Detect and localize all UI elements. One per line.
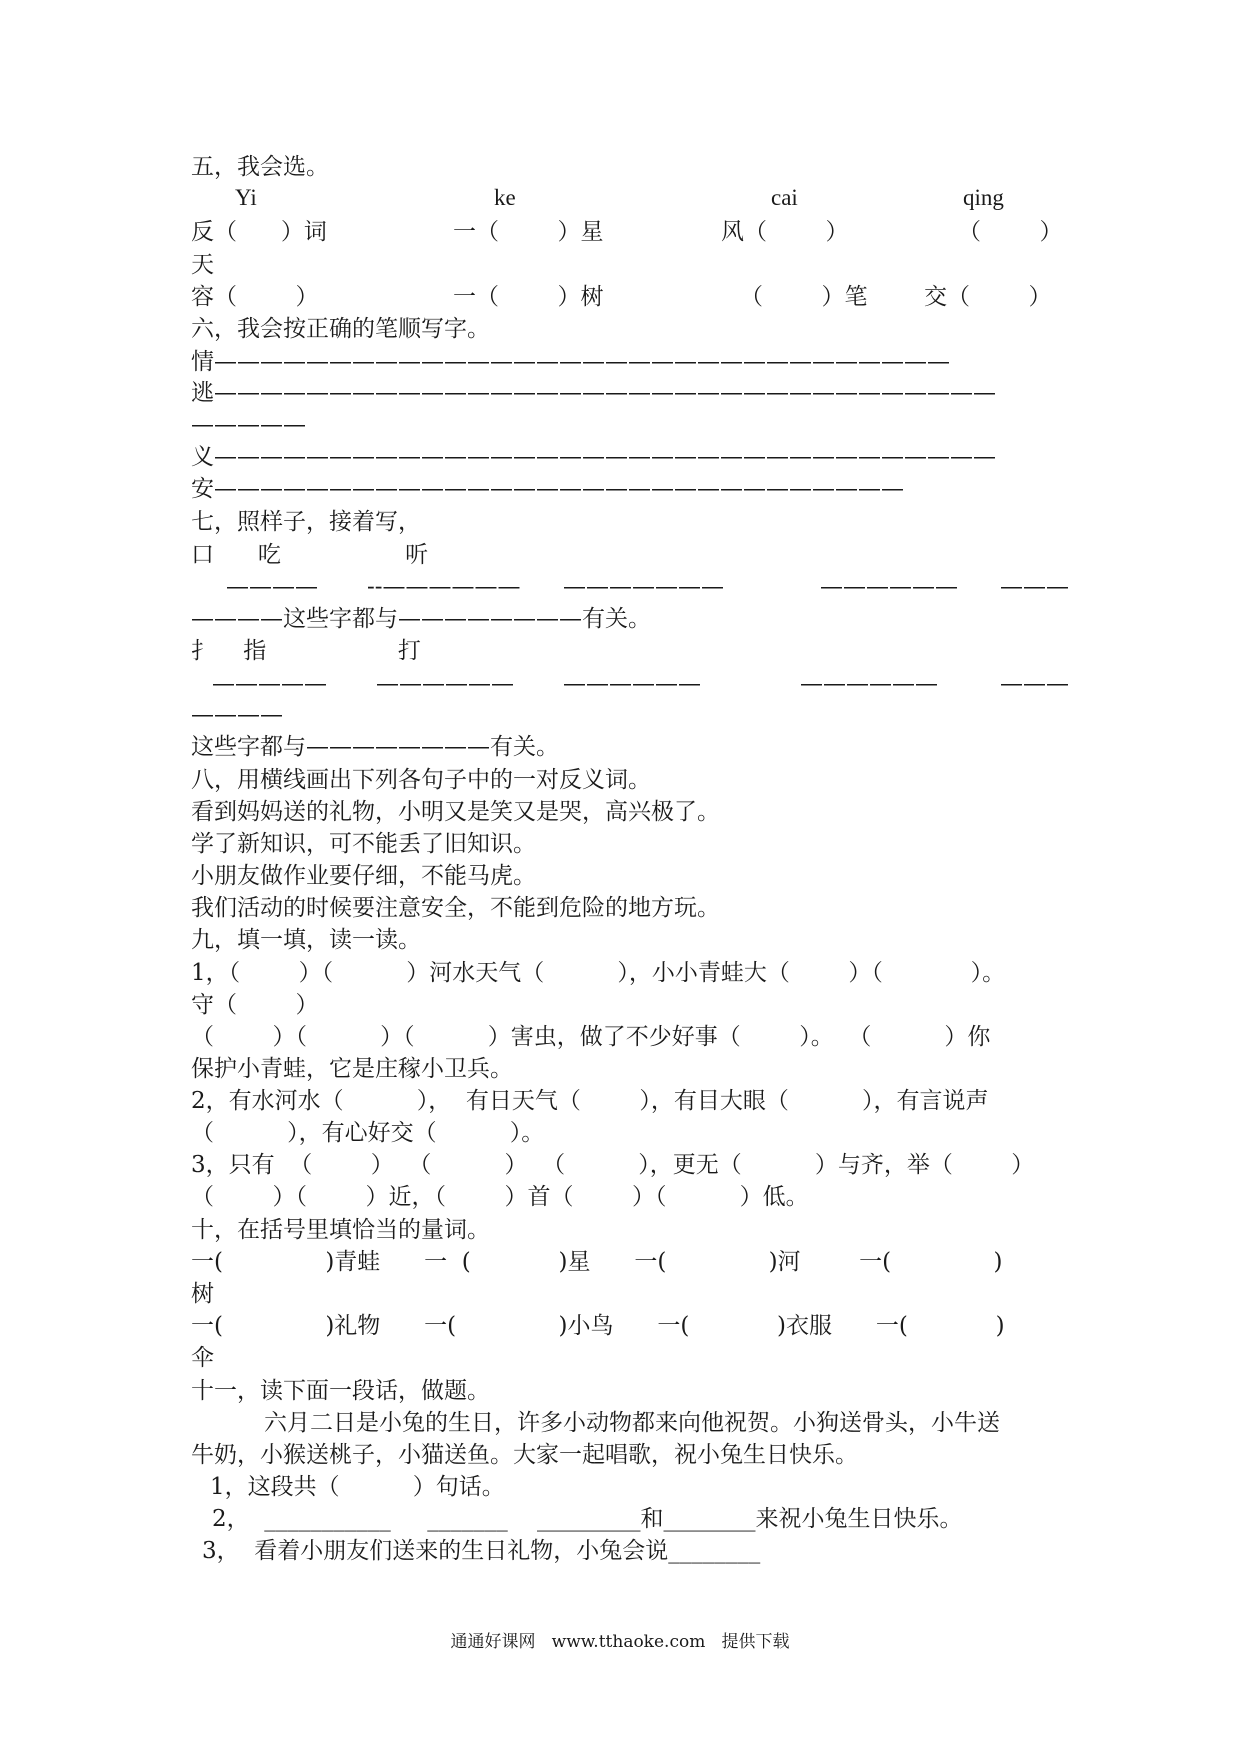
stroke-line-an: 安—————————————————————————————— [191, 476, 904, 502]
pinyin-qing: qing [963, 185, 1004, 210]
q10-line-1-wrap: 树 [191, 1281, 214, 1307]
q5-item-8: 交（ ） [924, 284, 1052, 310]
stroke-line-tao-wrap: ————— [191, 412, 306, 438]
q10-line-2-wrap: 伞 [191, 1345, 214, 1371]
stroke-line-qing: 情———————————————————————————————— [191, 349, 950, 375]
stroke-line-yi: 义—————————————————————————————————— [191, 444, 996, 470]
q11-question-3: 3， 看着小朋友们送来的生日礼物，小兔会说________ [202, 1538, 761, 1564]
q8-sentence-2: 学了新知识，可不能丢了旧知识。 [191, 831, 536, 857]
q9-line-3: （ ）（ ）（ ）害虫，做了不少好事（ ）。 （ ）你 [191, 1024, 991, 1050]
q5-item-4: （ ） [958, 219, 1063, 245]
q7-blank-2: --—————— [367, 574, 521, 600]
q5-item-5: 容（ ） [191, 284, 319, 310]
q5-item-2: 一（ ）星 [453, 219, 604, 245]
q5-item-1: 反（ ）词 [191, 219, 327, 245]
q9-line-1: 1，（ ）（ ）河水天气（ ），小小青蛙大（ ）（ ）。 [191, 960, 1006, 986]
q7-blank-3: ——————— [563, 574, 724, 600]
q10-line-1: 一( )青蛙 一 ( )星 一( )河 一( ) [191, 1249, 1003, 1275]
q7-example-1: 口 吃 听 [191, 542, 429, 568]
q9-line-6: （ ），有心好交（ ）。 [191, 1120, 545, 1146]
section-8-heading: 八，用横线画出下列各句子中的一对反义词。 [191, 767, 651, 793]
q8-sentence-4: 我们活动的时候要注意安全，不能到危险的地方玩。 [191, 895, 720, 921]
q7-blank-wrap: ———— [191, 702, 283, 728]
q5-item-3: 风（ ） [721, 219, 849, 245]
q5-item-6: 一（ ）树 [453, 284, 604, 310]
section-11-heading: 十一，读下面一段话，做题。 [191, 1378, 490, 1404]
pinyin-cai: cai [771, 185, 798, 210]
q7-blank-1: ———— [226, 574, 318, 600]
section-7-heading: 七，照样子，接着写， [191, 509, 421, 535]
passage-line-1: 六月二日是小兔的生日，许多小动物都来向他祝贺。小狗送骨头，小牛送 [264, 1410, 1000, 1436]
q7-blank-8: —————— [563, 671, 701, 697]
pinyin-ke: ke [494, 185, 516, 210]
stroke-line-tao: 逃—————————————————————————————————— [191, 380, 996, 406]
q7-blank-4: —————— [820, 574, 958, 600]
q9-line-8: （ ）（ ）近，（ ）首（ ）（ ）低。 [191, 1184, 809, 1210]
q10-line-2: 一( )礼物 一( )小鸟 一( )衣服 一( ) [191, 1313, 1005, 1339]
section-5-heading: 五，我会选。 [191, 154, 329, 180]
q7-blank-9: —————— [800, 671, 938, 697]
section-10-heading: 十，在括号里填恰当的量词。 [191, 1217, 490, 1243]
passage-line-2: 牛奶，小猴送桃子，小猫送鱼。大家一起唱歌，祝小兔生日快乐。 [191, 1442, 858, 1468]
q7-blank-10: ——— [1000, 671, 1069, 697]
q11-question-1: 1，这段共（ ）句话。 [210, 1474, 505, 1500]
q7-related-2: 这些字都与————————有关。 [191, 734, 559, 760]
q7-example-2: 扌 指 打 [191, 638, 421, 664]
q9-line-4: 保护小青蛙，它是庄稼小卫兵。 [191, 1056, 513, 1082]
q5-item-7: （ ）笔 [740, 284, 868, 310]
q7-blank-5: ——— [1000, 574, 1069, 600]
q9-line-7: 3，只有 （ ） （ ） （ ），更无（ ）与齐，举（ ） [191, 1152, 1035, 1178]
q7-blank-7: —————— [376, 671, 514, 697]
pinyin-yi: Yi [235, 185, 257, 210]
q11-question-2: 2， ___________ _______ _________和________来祝小兔生日快乐。 [212, 1506, 963, 1532]
section-9-heading: 九，填一填，读一读。 [191, 927, 421, 953]
page-footer: 通通好课网 www.tthaoke.com 提供下载 [450, 1632, 790, 1652]
section-6-heading: 六，我会按正确的笔顺写字。 [191, 316, 490, 342]
q7-blank-6: ————— [212, 671, 327, 697]
q9-line-2: 守（ ） [191, 992, 319, 1018]
q8-sentence-1: 看到妈妈送的礼物，小明又是笑又是哭，高兴极了。 [191, 799, 720, 825]
q9-line-5: 2，有水河水（ ）， 有日天气（ ），有目大眼（ ），有言说声 [191, 1088, 989, 1114]
q8-sentence-3: 小朋友做作业要仔细，不能马虎。 [191, 863, 536, 889]
q7-related-1: ————这些字都与————————有关。 [191, 606, 651, 632]
q5-wrap: 天 [191, 252, 214, 278]
